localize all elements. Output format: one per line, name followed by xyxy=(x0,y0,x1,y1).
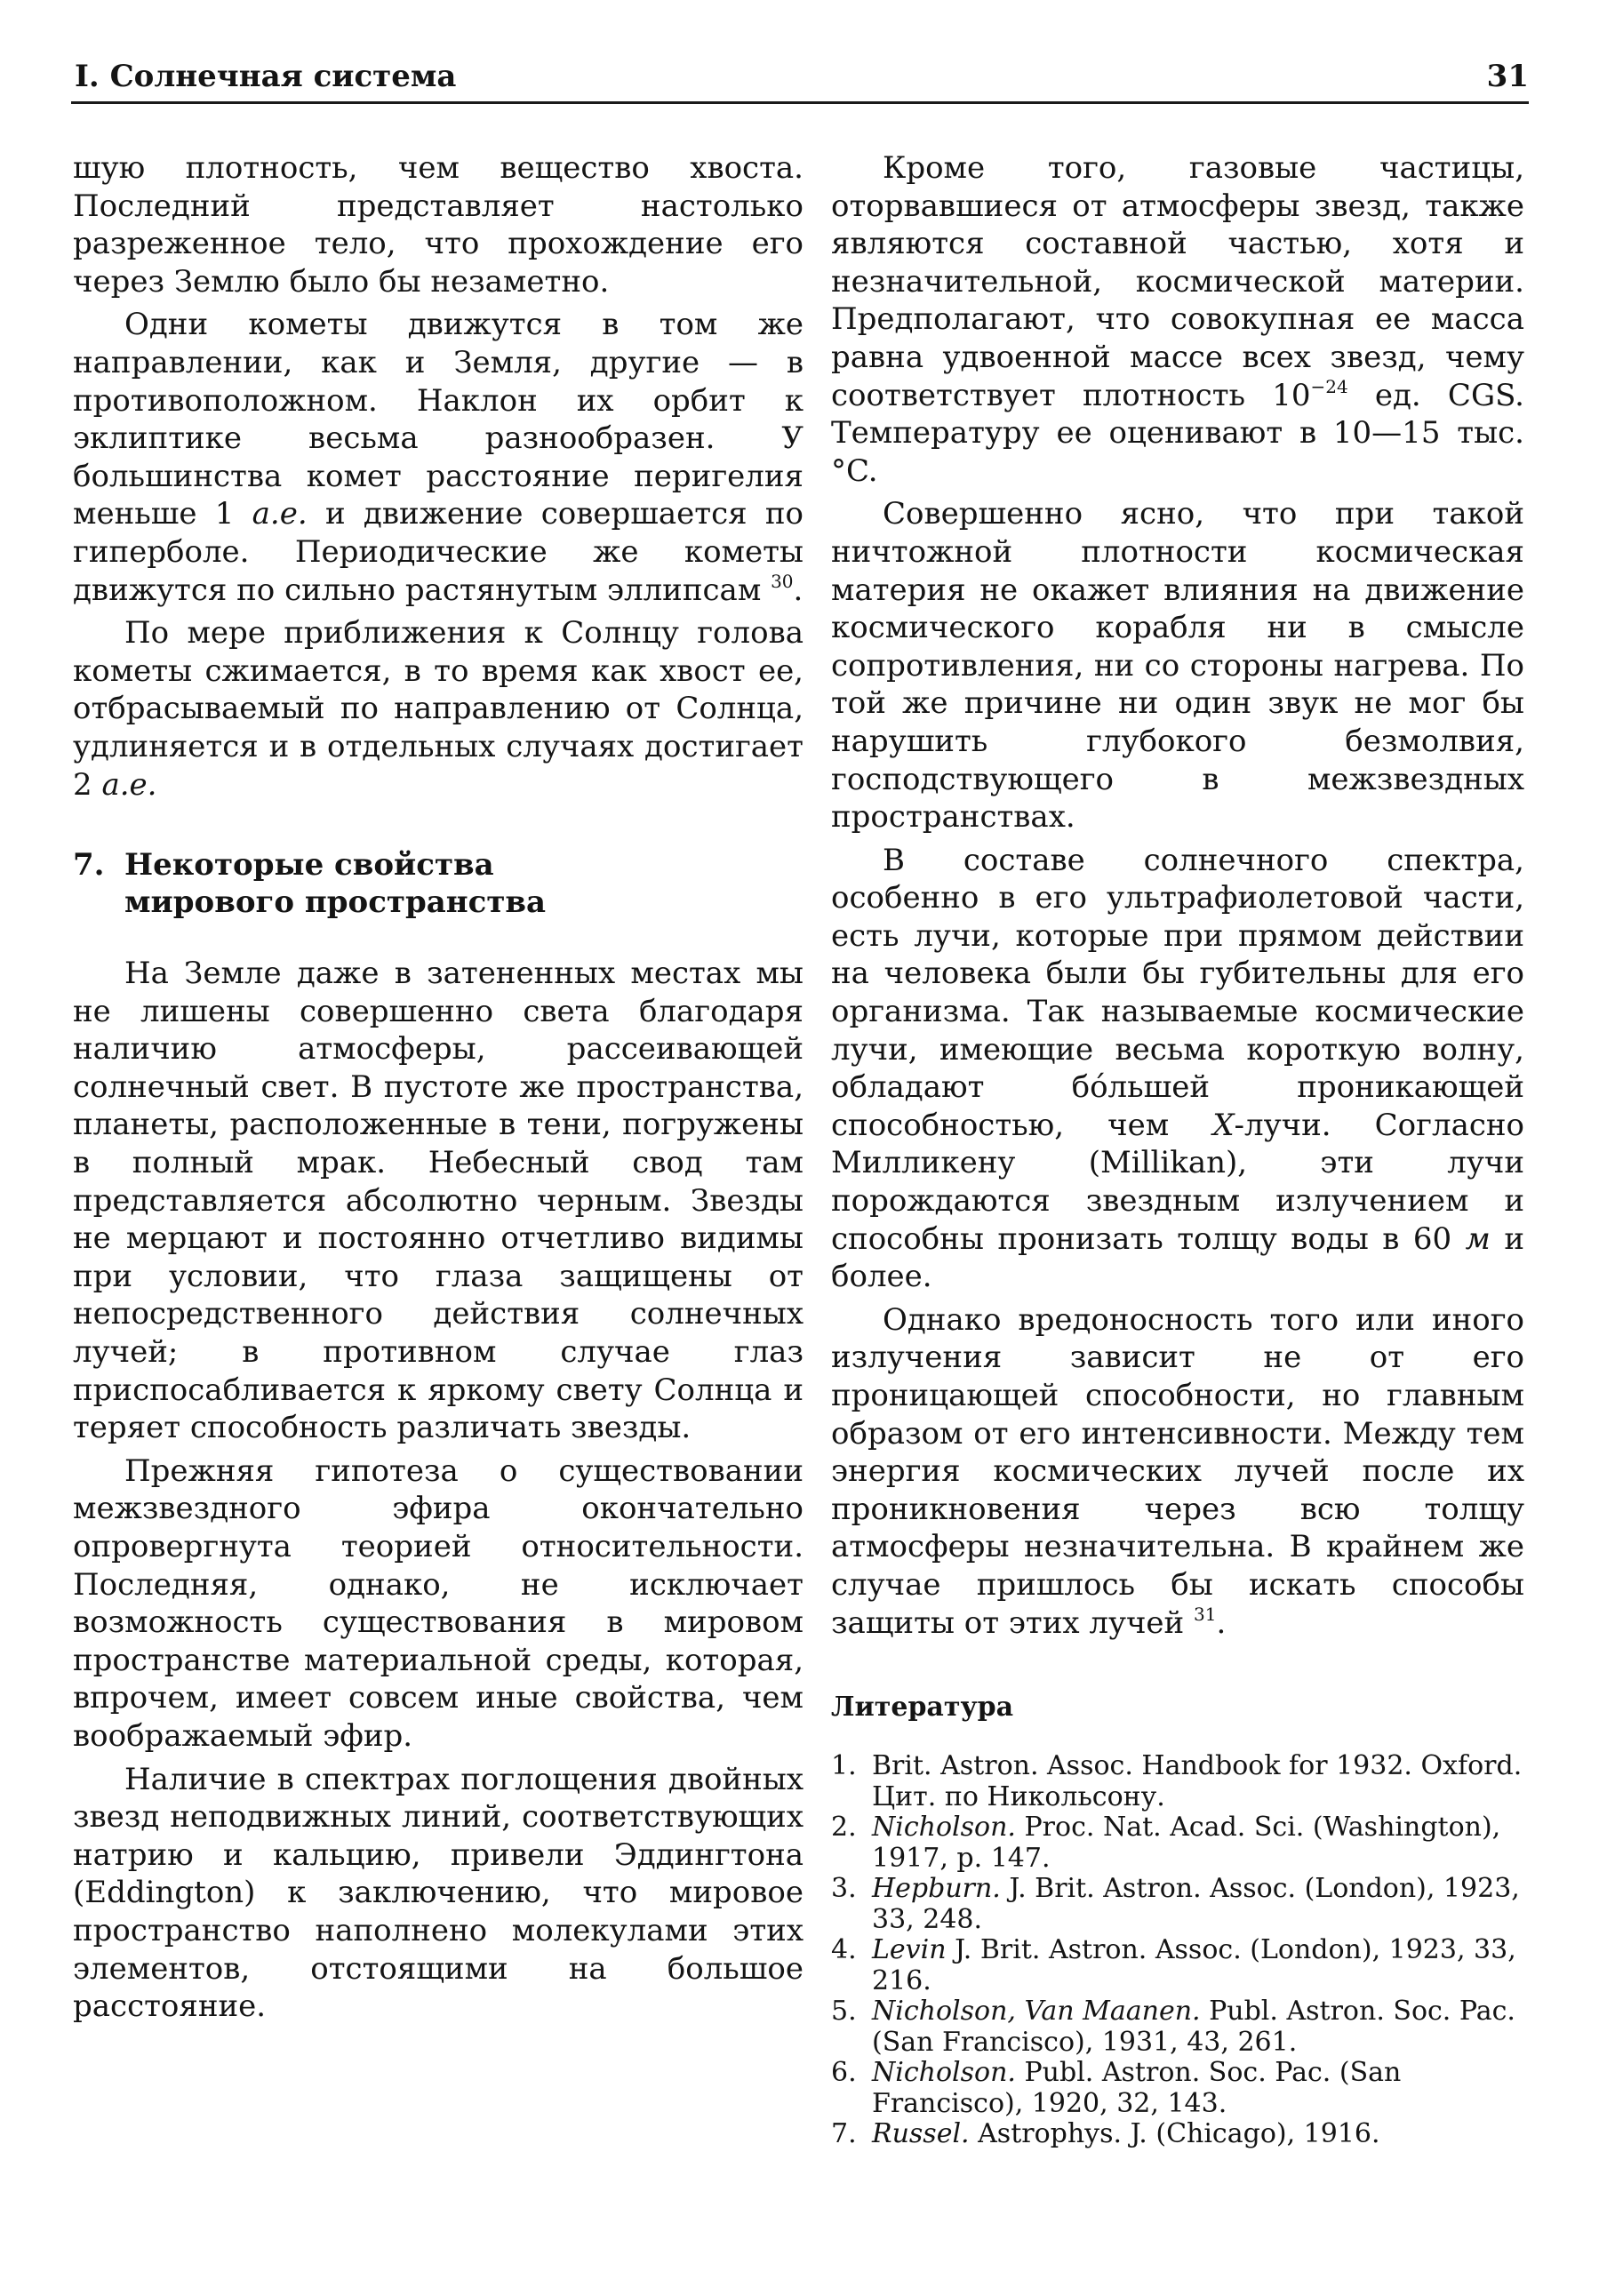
section-number: 7. xyxy=(73,847,105,884)
reference-item: 6. Nicholson. Publ. Astron. Soc. Pac. (San Francisco), 1920, 32, 143. xyxy=(831,2057,1402,2119)
paragraph: Наличие в спектрах поглощения двойных звезд неподвижных линий, соответствующих натрию и кальцию, привели Эддингтона (Eddington) к заключению, что мировое пространство наполнено молекулами этих элементов, отстоящими на большое расстояние. xyxy=(73,1761,804,2025)
paragraph: В составе солнечного спектра, особенно в его ультрафиолетовой части, есть лучи, которые при прямом действии на человека были бы губительны для его организма. Так называемые космические лучи, имеющие весьма короткую волну, обладают бо́льшей проникающей способностью, чем X-лучи. Согласно Милликену (Millikan), эти лучи порождаются звездным излучением и способны пронизать толщу воды в 60 м и более. xyxy=(831,842,1525,1295)
reference-item: 1. Brit. Astron. Assoc. Handbook for 1932. Oxford. Цит. по Никольсону. xyxy=(831,1750,1523,1812)
right-column xyxy=(831,149,1524,2150)
page-number: 31 xyxy=(1486,59,1529,94)
reference-item: 7. Russel. Astrophys. J. (Chicago), 1916. xyxy=(831,2118,1380,2150)
section-heading xyxy=(73,846,804,921)
paragraph: По мере приближения к Солнцу голова кометы сжимается, в то время как хвост ее, отбрасываемый по направлению от Солнца, удлиняется и в отдельных случаях достигает 2 a.e. xyxy=(73,615,804,803)
paragraph: Одни кометы движутся в том же направлении, как и Земля, другие — в противоположном. Наклон их орбит к эклиптике весьма разнообразен. У большинства комет расстояние перигелия меньше 1 a.e. и движение совершается по гиперболе. Периодические же кометы движутся по сильно растянутым эллипсам $^{30}$. xyxy=(73,307,804,608)
exponent: −24 xyxy=(1310,375,1348,397)
footnote-ref: 30 xyxy=(771,570,794,592)
paragraph: Кроме того, газовые частицы, оторвавшиеся от атмосферы звезд, также являются составной частью, хотя и незначительной, космической материи. Предполагают, что совокупная ее масса равна удвоенной массе всех звезд, чему соответствует плотность $10^{-24}$ ед. CGS. Температуру ее оценивают в 10—15 тыс. °C. xyxy=(831,150,1524,489)
reference-item: 5. Nicholson, Van Maanen. Publ. Astron. Soc. Pac. (San Francisco), 1931, 43, 261. xyxy=(831,1996,1515,2058)
paragraph: На Земле даже в затененных местах мы не лишены совершенно света благодаря наличию атмосферы, рассеивающей солнечный свет. В пустоте же пространства, планеты, расположенные в тени, погружены в полный мрак. Небесный свод там представляется абсолютно черным. Звезды не мерцают и постоянно отчетливо видимы при условии, что глаза защищены от непосредственного действия солнечных лучей; в противном случае глаз приспосабливается к яркому свету Солнца и теряет способность различать звезды. xyxy=(73,956,804,1446)
reference-item: 4. Levin J. Brit. Astron. Assoc. (London), 1923, 33, 216. xyxy=(831,1934,1516,1996)
section-title-line: мирового пространства xyxy=(124,884,547,921)
paragraph: Совершенно ясно, что при такой ничтожной плотности космическая материя не окажет влияния на движение космического корабля ни в смысле сопротивления, ни со стороны нагрева. По той же причине ни один звук не мог бы нарушить глубокого безмолвия, господствующего в межзвездных пространствах. xyxy=(831,496,1524,836)
paragraph: Прежняя гипотеза о существовании межзвездного эфира окончательно опровергнута теорией относительности. Последняя, однако, не исключает возможность существования в мировом пространстве материальной среды, которая, впрочем, имеет совсем иные свойства, чем воображаемый эфир. xyxy=(73,1452,804,1754)
section-title-line: Некоторые свойства xyxy=(124,847,494,884)
reference-item: 2. Nicholson. Proc. Nat. Acad. Sci. (Washington), 1917, p. 147. xyxy=(831,1812,1501,1874)
reference-list xyxy=(831,1751,1524,2150)
paragraph: Однако вредоносность того или иного излучения зависит не от его проницающей способности, но главным образом от его интенсивности. Между тем энергия космических лучей после их проникновения через всю толщу атмосферы незначительна. В крайнем же случае пришлось бы искать способы защиты от этих лучей $^{31}$. xyxy=(831,1301,1524,1641)
reference-item: 3. Hepburn. J. Brit. Astron. Assoc. (London), 1923, 33, 248. xyxy=(831,1873,1520,1935)
chapter-title: I. Солнечная система xyxy=(75,59,457,94)
running-header xyxy=(71,52,1529,104)
left-column xyxy=(73,149,804,2031)
paragraph: шую плотность, чем вещество хвоста. Последний представляет настолько разреженное тело, что прохождение его через Землю было бы незаметно. xyxy=(73,150,804,300)
literature-heading: Литература xyxy=(831,1692,1014,1724)
footnote-ref: 31 xyxy=(1194,1603,1217,1625)
